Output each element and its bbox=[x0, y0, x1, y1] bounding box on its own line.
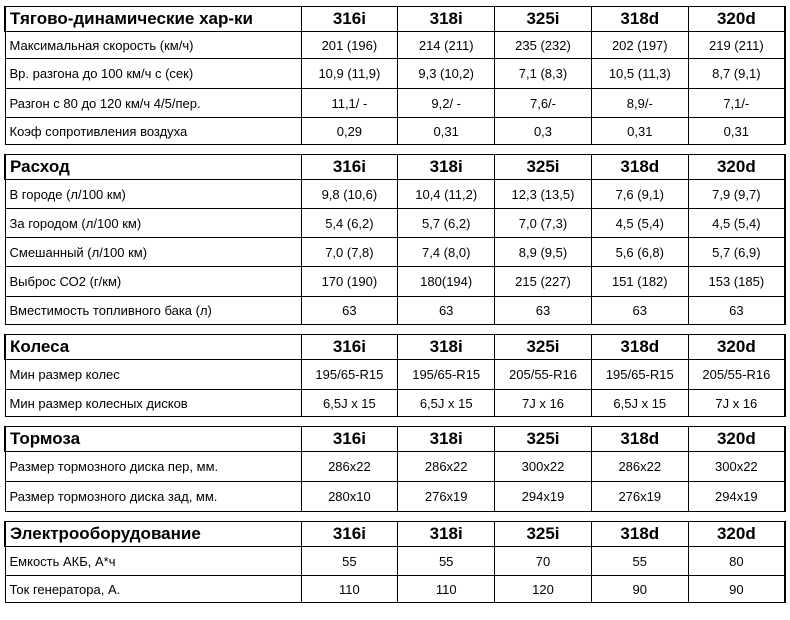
section-title: Колеса bbox=[5, 335, 301, 360]
value-cell: 0,31 bbox=[591, 118, 688, 145]
value-cell: 63 bbox=[688, 297, 785, 325]
section-header-row bbox=[5, 522, 785, 547]
value-cell: 63 bbox=[398, 297, 495, 325]
section-gap bbox=[4, 512, 784, 521]
value-cell: 205/55-R16 bbox=[688, 360, 785, 390]
value-cell: 4,5 (5,4) bbox=[688, 209, 785, 238]
section-header-row bbox=[5, 155, 785, 180]
model-header: 316i bbox=[301, 335, 398, 360]
value-cell: 55 bbox=[398, 547, 495, 576]
row-label: Коэф сопротивления воздуха bbox=[5, 118, 301, 145]
value-cell: 7,0 (7,3) bbox=[495, 209, 592, 238]
value-cell: 195/65-R15 bbox=[301, 360, 398, 390]
model-header: 320d bbox=[688, 155, 785, 180]
value-cell: 170 (190) bbox=[301, 267, 398, 297]
value-cell: 63 bbox=[591, 297, 688, 325]
spec-table-section bbox=[4, 6, 786, 145]
spec-row bbox=[5, 576, 785, 603]
value-cell: 10,9 (11,9) bbox=[301, 59, 398, 89]
value-cell: 80 bbox=[688, 547, 785, 576]
value-cell: 180(194) bbox=[398, 267, 495, 297]
value-cell: 5,6 (6,8) bbox=[591, 238, 688, 267]
model-header: 318i bbox=[398, 335, 495, 360]
section-title: Тягово-динамические хар-ки bbox=[5, 7, 301, 32]
value-cell: 5,4 (6,2) bbox=[301, 209, 398, 238]
value-cell: 7,0 (7,8) bbox=[301, 238, 398, 267]
value-cell: 11,1/ - bbox=[301, 89, 398, 118]
row-label: Разгон с 80 до 120 км/ч 4/5/пер. bbox=[5, 89, 301, 118]
spec-table-section bbox=[4, 154, 786, 325]
value-cell: 294x19 bbox=[688, 482, 785, 512]
section-gap bbox=[4, 325, 784, 334]
value-cell: 6,5J x 15 bbox=[301, 390, 398, 417]
value-cell: 10,4 (11,2) bbox=[398, 180, 495, 209]
model-header: 318d bbox=[591, 522, 688, 547]
value-cell: 90 bbox=[688, 576, 785, 603]
value-cell: 90 bbox=[591, 576, 688, 603]
value-cell: 202 (197) bbox=[591, 32, 688, 59]
value-cell: 286x22 bbox=[301, 452, 398, 482]
model-header: 316i bbox=[301, 522, 398, 547]
value-cell: 300x22 bbox=[495, 452, 592, 482]
spec-row bbox=[5, 238, 785, 267]
model-header: 316i bbox=[301, 155, 398, 180]
value-cell: 280x10 bbox=[301, 482, 398, 512]
value-cell: 0,31 bbox=[398, 118, 495, 145]
section-header-row bbox=[5, 7, 785, 32]
spec-table-section bbox=[4, 426, 786, 512]
value-cell: 219 (211) bbox=[688, 32, 785, 59]
value-cell: 0,31 bbox=[688, 118, 785, 145]
value-cell: 8,9/- bbox=[591, 89, 688, 118]
row-label: Выброс СО2 (г/км) bbox=[5, 267, 301, 297]
value-cell: 7,9 (9,7) bbox=[688, 180, 785, 209]
row-label: Мин размер колесных дисков bbox=[5, 390, 301, 417]
value-cell: 151 (182) bbox=[591, 267, 688, 297]
value-cell: 8,9 (9,5) bbox=[495, 238, 592, 267]
value-cell: 215 (227) bbox=[495, 267, 592, 297]
spec-row bbox=[5, 452, 785, 482]
model-header: 318d bbox=[591, 155, 688, 180]
value-cell: 214 (211) bbox=[398, 32, 495, 59]
row-label: Максимальная скорость (км/ч) bbox=[5, 32, 301, 59]
model-header: 316i bbox=[301, 7, 398, 32]
row-label: Размер тормозного диска зад, мм. bbox=[5, 482, 301, 512]
section-title: Электрооборудование bbox=[5, 522, 301, 547]
value-cell: 70 bbox=[495, 547, 592, 576]
value-cell: 0,3 bbox=[495, 118, 592, 145]
section-title: Тормоза bbox=[5, 427, 301, 452]
model-header: 318i bbox=[398, 7, 495, 32]
section-header-row bbox=[5, 335, 785, 360]
value-cell: 276x19 bbox=[591, 482, 688, 512]
value-cell: 63 bbox=[495, 297, 592, 325]
model-header: 320d bbox=[688, 522, 785, 547]
spec-row bbox=[5, 59, 785, 89]
section-gap bbox=[4, 145, 784, 154]
value-cell: 286x22 bbox=[591, 452, 688, 482]
value-cell: 10,5 (11,3) bbox=[591, 59, 688, 89]
value-cell: 6,5J x 15 bbox=[591, 390, 688, 417]
model-header: 325i bbox=[495, 522, 592, 547]
value-cell: 12,3 (13,5) bbox=[495, 180, 592, 209]
spec-row bbox=[5, 297, 785, 325]
value-cell: 5,7 (6,2) bbox=[398, 209, 495, 238]
model-header: 318d bbox=[591, 335, 688, 360]
row-label: Смешанный (л/100 км) bbox=[5, 238, 301, 267]
value-cell: 55 bbox=[301, 547, 398, 576]
value-cell: 7,1/- bbox=[688, 89, 785, 118]
value-cell: 6,5J x 15 bbox=[398, 390, 495, 417]
value-cell: 7J x 16 bbox=[688, 390, 785, 417]
row-label: Размер тормозного диска пер, мм. bbox=[5, 452, 301, 482]
spec-table-section bbox=[4, 334, 786, 417]
model-header: 318i bbox=[398, 522, 495, 547]
section-title: Расход bbox=[5, 155, 301, 180]
model-header: 318i bbox=[398, 155, 495, 180]
row-label: Мин размер колес bbox=[5, 360, 301, 390]
value-cell: 9,8 (10,6) bbox=[301, 180, 398, 209]
spec-row bbox=[5, 547, 785, 576]
value-cell: 294x19 bbox=[495, 482, 592, 512]
value-cell: 205/55-R16 bbox=[495, 360, 592, 390]
value-cell: 9,3 (10,2) bbox=[398, 59, 495, 89]
spec-row bbox=[5, 118, 785, 145]
value-cell: 55 bbox=[591, 547, 688, 576]
spec-row bbox=[5, 482, 785, 512]
model-header: 325i bbox=[495, 155, 592, 180]
model-header: 318d bbox=[591, 427, 688, 452]
model-header: 325i bbox=[495, 335, 592, 360]
model-header: 320d bbox=[688, 7, 785, 32]
value-cell: 5,7 (6,9) bbox=[688, 238, 785, 267]
value-cell: 110 bbox=[398, 576, 495, 603]
value-cell: 235 (232) bbox=[495, 32, 592, 59]
row-label: Ток генератора, А. bbox=[5, 576, 301, 603]
model-header: 316i bbox=[301, 427, 398, 452]
value-cell: 195/65-R15 bbox=[591, 360, 688, 390]
model-header: 320d bbox=[688, 335, 785, 360]
value-cell: 120 bbox=[495, 576, 592, 603]
spec-table-section bbox=[4, 521, 786, 603]
spec-row bbox=[5, 32, 785, 59]
spec-sheet bbox=[4, 6, 784, 603]
value-cell: 276x19 bbox=[398, 482, 495, 512]
spec-row bbox=[5, 390, 785, 417]
model-header: 325i bbox=[495, 427, 592, 452]
row-label: Вр. разгона до 100 км/ч с (сек) bbox=[5, 59, 301, 89]
row-label: Емкость АКБ, А*ч bbox=[5, 547, 301, 576]
spec-row bbox=[5, 180, 785, 209]
value-cell: 195/65-R15 bbox=[398, 360, 495, 390]
spec-row bbox=[5, 360, 785, 390]
value-cell: 8,7 (9,1) bbox=[688, 59, 785, 89]
model-header: 318i bbox=[398, 427, 495, 452]
value-cell: 153 (185) bbox=[688, 267, 785, 297]
value-cell: 7,6 (9,1) bbox=[591, 180, 688, 209]
row-label: За городом (л/100 км) bbox=[5, 209, 301, 238]
value-cell: 110 bbox=[301, 576, 398, 603]
value-cell: 4,5 (5,4) bbox=[591, 209, 688, 238]
section-gap bbox=[4, 417, 784, 426]
value-cell: 0,29 bbox=[301, 118, 398, 145]
model-header: 320d bbox=[688, 427, 785, 452]
row-label: Вместимость топливного бака (л) bbox=[5, 297, 301, 325]
spec-row bbox=[5, 267, 785, 297]
value-cell: 300x22 bbox=[688, 452, 785, 482]
value-cell: 9,2/ - bbox=[398, 89, 495, 118]
value-cell: 201 (196) bbox=[301, 32, 398, 59]
row-label: В городе (л/100 км) bbox=[5, 180, 301, 209]
value-cell: 7J x 16 bbox=[495, 390, 592, 417]
spec-row bbox=[5, 209, 785, 238]
value-cell: 7,4 (8,0) bbox=[398, 238, 495, 267]
value-cell: 7,6/- bbox=[495, 89, 592, 118]
value-cell: 63 bbox=[301, 297, 398, 325]
model-header: 318d bbox=[591, 7, 688, 32]
spec-row bbox=[5, 89, 785, 118]
model-header: 325i bbox=[495, 7, 592, 32]
section-header-row bbox=[5, 427, 785, 452]
value-cell: 286x22 bbox=[398, 452, 495, 482]
value-cell: 7,1 (8,3) bbox=[495, 59, 592, 89]
